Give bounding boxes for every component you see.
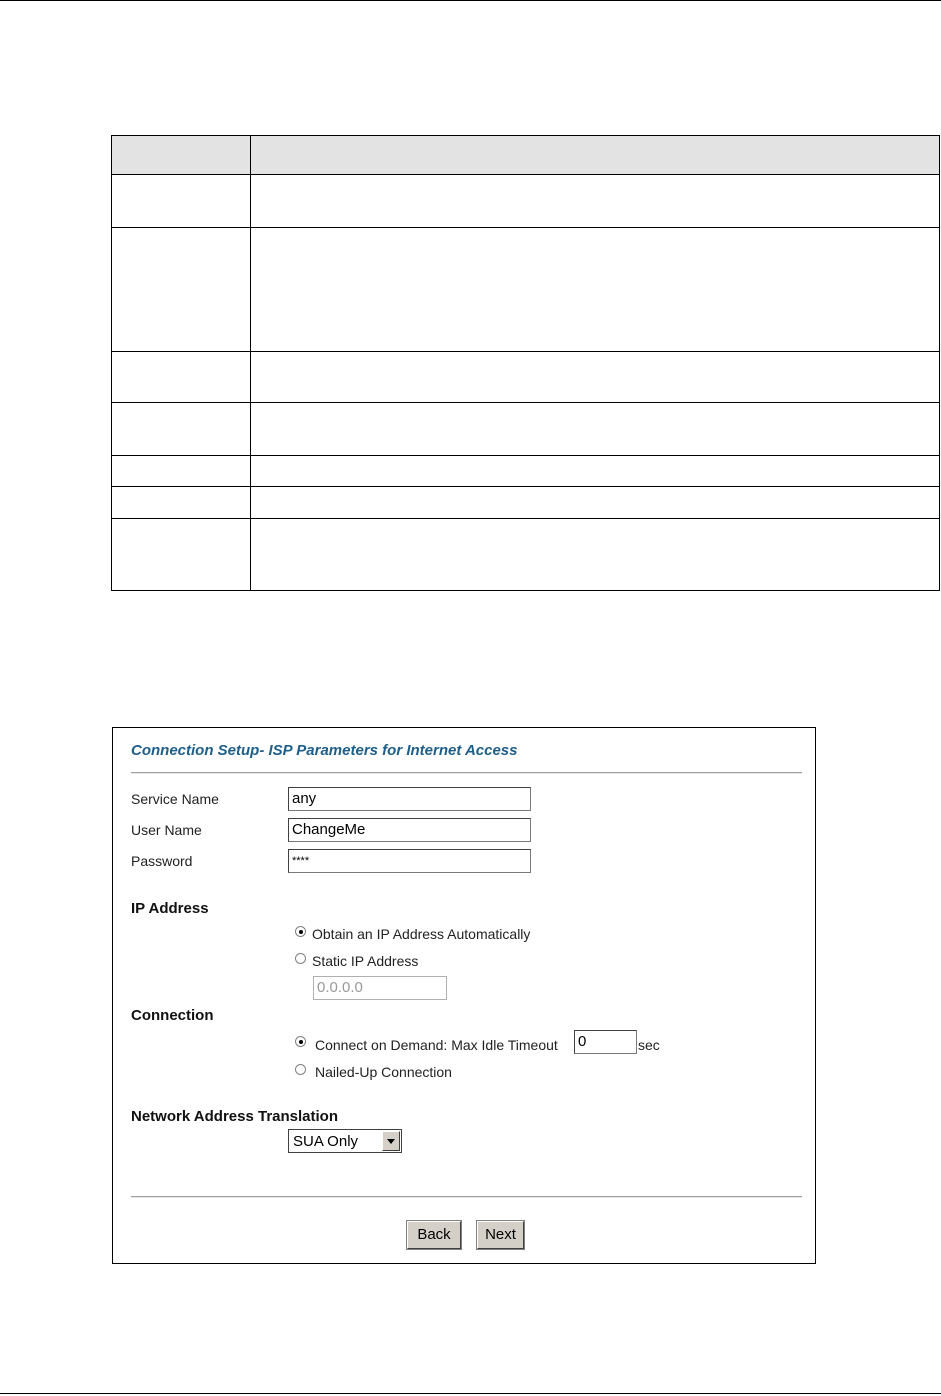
table-row	[112, 456, 940, 487]
chevron-down-icon[interactable]	[382, 1131, 400, 1151]
table-row	[112, 403, 940, 456]
description-table	[111, 135, 940, 591]
table-cell	[251, 456, 940, 487]
idle-timeout-input[interactable]: 0	[574, 1030, 637, 1054]
table-row	[112, 352, 940, 403]
password-label: Password	[131, 853, 193, 869]
table-cell	[112, 352, 251, 403]
dialog-title: Connection Setup- ISP Parameters for Internet Access	[131, 742, 518, 759]
ip-auto-label: Obtain an IP Address Automatically	[312, 926, 531, 942]
nat-selected-value: SUA Only	[293, 1133, 359, 1150]
user-name-input[interactable]: ChangeMe	[288, 818, 531, 842]
footer-divider	[131, 1196, 802, 1198]
service-name-input[interactable]: any	[288, 787, 531, 811]
table-cell	[251, 228, 940, 352]
connect-on-demand-label: Connect on Demand: Max Idle Timeout	[315, 1037, 558, 1053]
service-name-label: Service Name	[131, 791, 219, 807]
ip-auto-radio[interactable]	[295, 926, 306, 937]
table-cell	[112, 175, 251, 228]
table-cell	[251, 403, 940, 456]
idle-timeout-unit: sec	[638, 1037, 660, 1053]
table-cell	[251, 487, 940, 519]
title-divider	[131, 772, 802, 774]
table-header-row	[112, 136, 940, 175]
ip-static-label: Static IP Address	[312, 953, 419, 969]
connection-section-title: Connection	[131, 1007, 214, 1024]
table-row	[112, 228, 940, 352]
isp-parameters-dialog	[112, 727, 816, 1264]
table-header-cell	[112, 136, 251, 175]
table-cell	[251, 175, 940, 228]
ip-static-radio[interactable]	[295, 953, 306, 964]
table-row	[112, 175, 940, 228]
nailed-up-radio[interactable]	[295, 1064, 306, 1075]
static-ip-input[interactable]: 0.0.0.0	[313, 976, 447, 1000]
table-cell	[112, 403, 251, 456]
table-header-cell	[251, 136, 940, 175]
nat-section-title: Network Address Translation	[131, 1108, 338, 1125]
bottom-rule	[0, 1393, 941, 1394]
table-cell	[251, 519, 940, 591]
table-row	[112, 487, 940, 519]
table-cell	[251, 352, 940, 403]
table-cell	[112, 228, 251, 352]
nat-select[interactable]	[288, 1129, 402, 1153]
back-button[interactable]: Back	[407, 1221, 461, 1249]
table-cell	[112, 519, 251, 591]
user-name-label: User Name	[131, 822, 202, 838]
ip-address-section-title: IP Address	[131, 900, 209, 917]
table-cell	[112, 456, 251, 487]
nailed-up-label: Nailed-Up Connection	[315, 1064, 452, 1080]
connect-on-demand-radio[interactable]	[295, 1036, 306, 1047]
top-rule	[0, 0, 941, 1]
table-row	[112, 519, 940, 591]
password-input[interactable]: ****	[288, 849, 531, 873]
table-cell	[112, 487, 251, 519]
next-button[interactable]: Next	[477, 1221, 524, 1249]
